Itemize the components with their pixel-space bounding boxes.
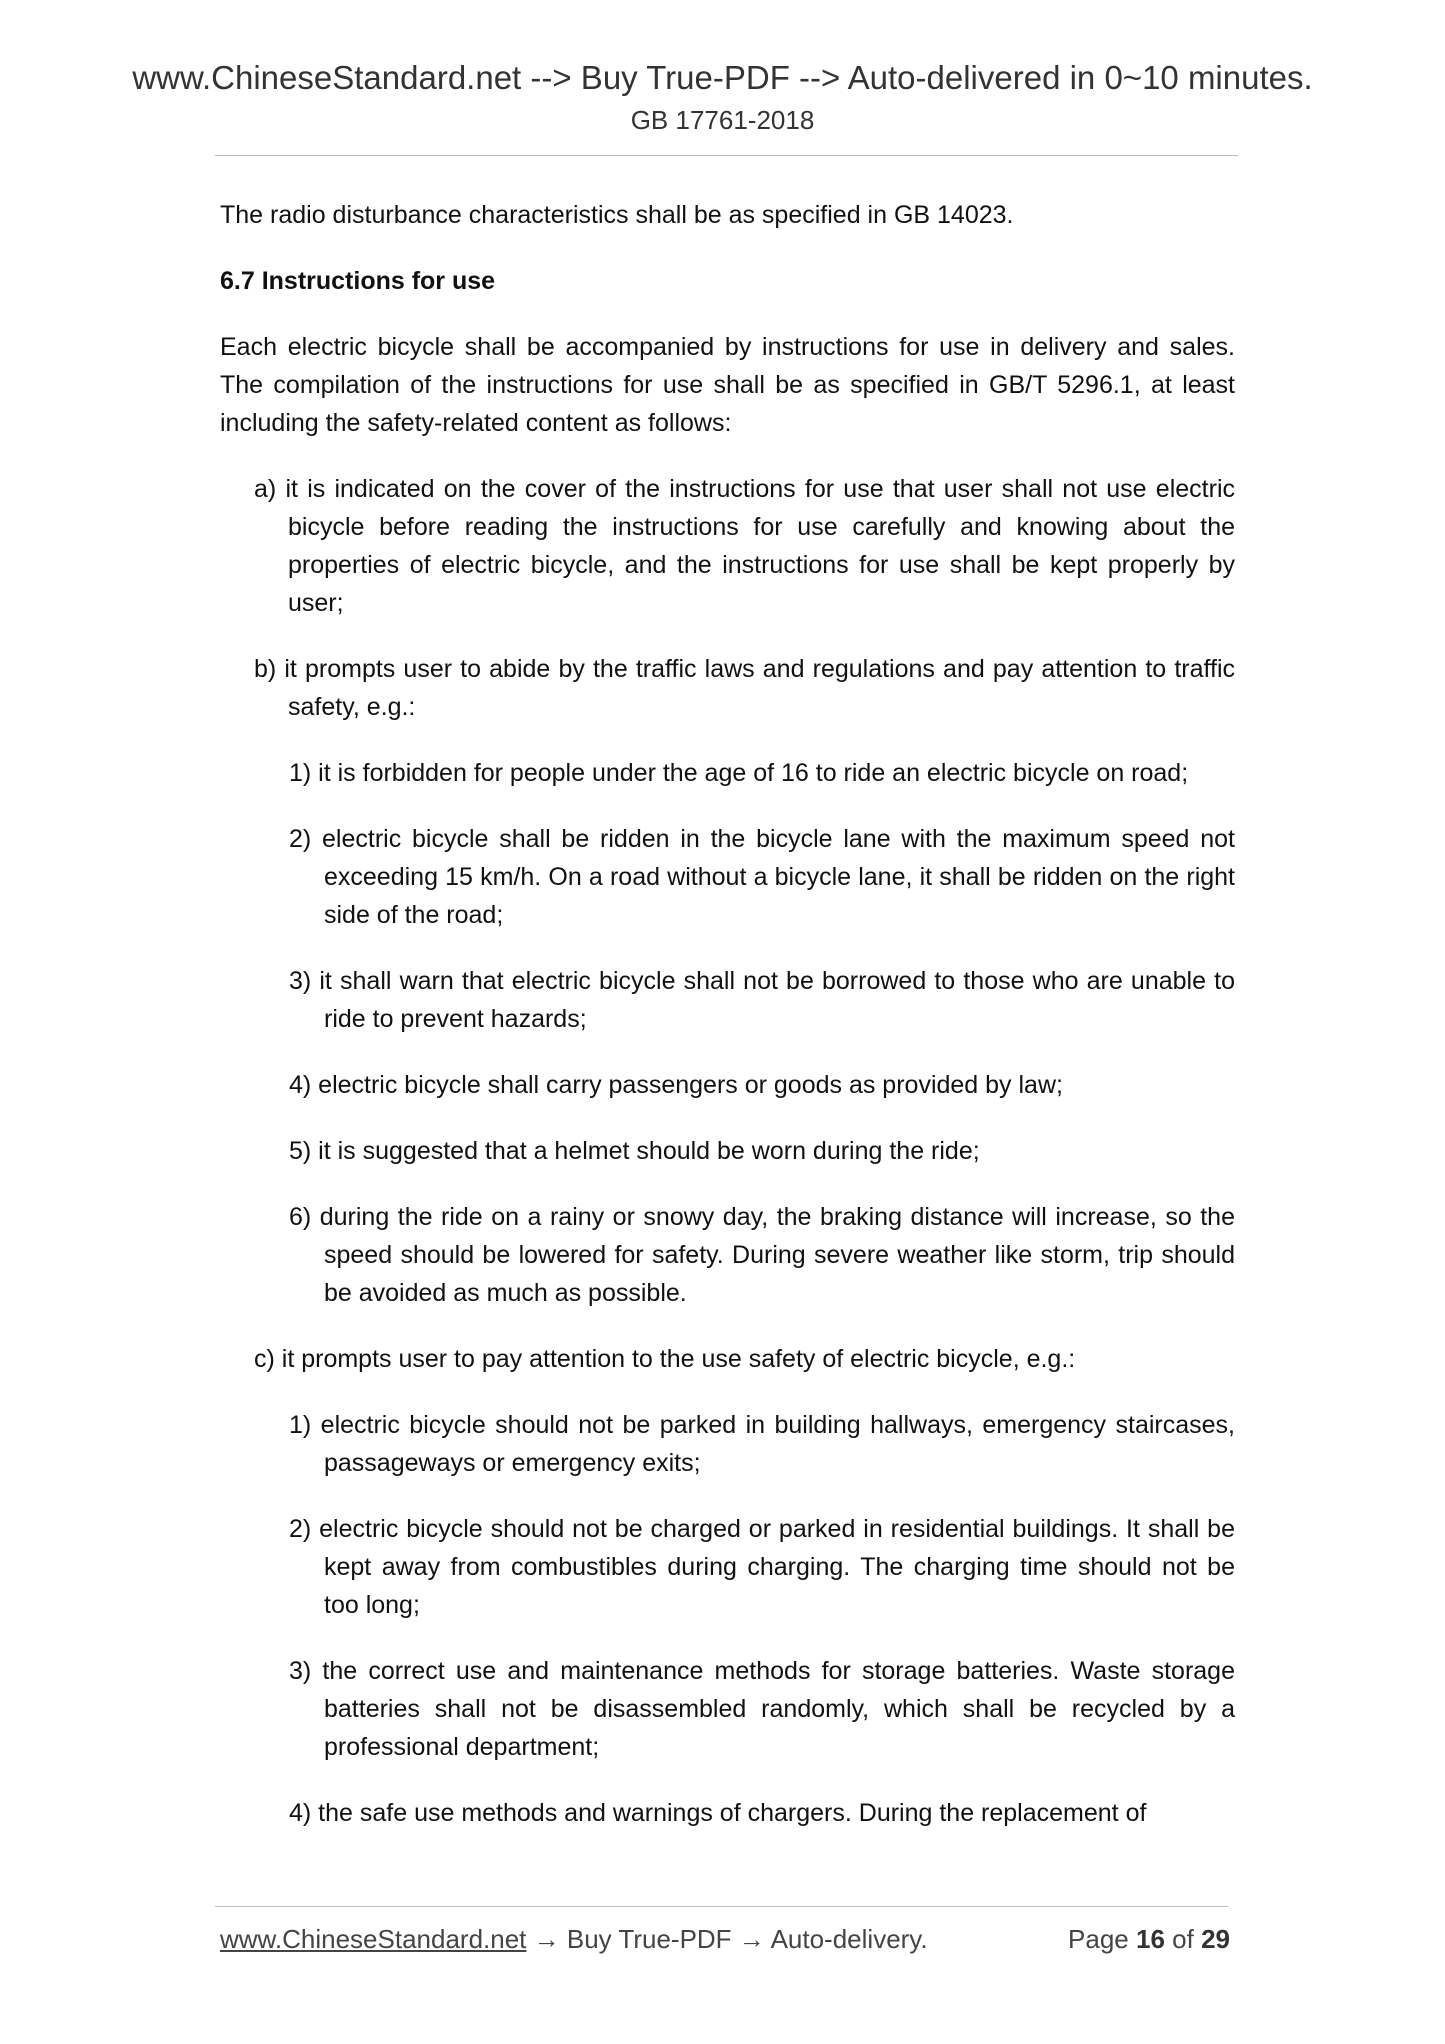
page-label: Page xyxy=(1068,1924,1129,1954)
list-item-b: b) it prompts user to abide by the traffic laws and regulations and pay attention to traffic safety, e.g.: xyxy=(254,655,1235,721)
body-paragraph: Each electric bicycle shall be accompanied by instructions for use in delivery and sales. The compilation of the instructions for use shall be as specified in GB/T 5296.1, at least including the safety-related content as follows: xyxy=(220,333,1235,437)
list-item-a: a) it is indicated on the cover of the instructions for use that user shall not use electric bicycle before reading the instructions for use carefully and knowing about the properties of electric bicycle, and the instructions for use shall be kept properly by user; xyxy=(254,475,1235,617)
document-body xyxy=(220,196,1235,1832)
list-item-c-1: 1) electric bicycle should not be parked in building hallways, emergency staircases, passageways or emergency exits; xyxy=(289,1411,1235,1477)
intro-paragraph: The radio disturbance characteristics shall be as specified in GB 14023. xyxy=(220,201,1014,229)
footer-divider xyxy=(215,1906,1228,1907)
header-banner: www.ChineseStandard.net --> Buy True-PDF --> Auto-delivered in 0~10 minutes. xyxy=(132,59,1313,96)
header-divider xyxy=(215,155,1238,156)
page-indicator xyxy=(1068,1922,1230,1956)
total-pages: 29 xyxy=(1201,1924,1230,1954)
list-item-c: c) it prompts user to pay attention to the use safety of electric bicycle, e.g.: xyxy=(254,1345,1076,1373)
list-item-b-6: 6) during the ride on a rainy or snowy day, the braking distance will increase, so the speed should be lowered for safety. During severe weather like storm, trip should be avoided as much as possible. xyxy=(289,1203,1235,1307)
list-item-c-3: 3) the correct use and maintenance methods for storage batteries. Waste storage batteries shall not be disassembled randomly, which shall be recycled by a professional department; xyxy=(289,1657,1235,1761)
list-item-b-3: 3) it shall warn that electric bicycle shall not be borrowed to those who are unable to ride to prevent hazards; xyxy=(289,967,1235,1033)
list-item-c-2: 2) electric bicycle should not be charged or parked in residential buildings. It shall be kept away from combustibles during charging. The charging time should not be too long; xyxy=(289,1515,1235,1619)
site-link[interactable]: www.ChineseStandard.net xyxy=(220,1924,527,1954)
page-number: 16 xyxy=(1136,1924,1165,1954)
list-item-b-5: 5) it is suggested that a helmet should be worn during the ride; xyxy=(289,1137,980,1165)
section-heading: 6.7 Instructions for use xyxy=(220,267,496,295)
list-item-b-1: 1) it is forbidden for people under the age of 16 to ride an electric bicycle on road; xyxy=(289,759,1189,787)
list-item-c-4: 4) the safe use methods and warnings of chargers. During the replacement of xyxy=(289,1799,1147,1827)
footer-tagline: → Buy True-PDF → Auto-delivery. xyxy=(526,1924,928,1954)
of-label: of xyxy=(1172,1924,1194,1954)
list-item-b-2: 2) electric bicycle shall be ridden in the bicycle lane with the maximum speed not exceeding 15 km/h. On a road without a bicycle lane, it shall be ridden on the right side of the road; xyxy=(289,825,1235,929)
standard-id: GB 17761-2018 xyxy=(630,105,815,135)
footer-left xyxy=(220,1922,928,1956)
list-item-b-4: 4) electric bicycle shall carry passengers or goods as provided by law; xyxy=(289,1071,1063,1099)
